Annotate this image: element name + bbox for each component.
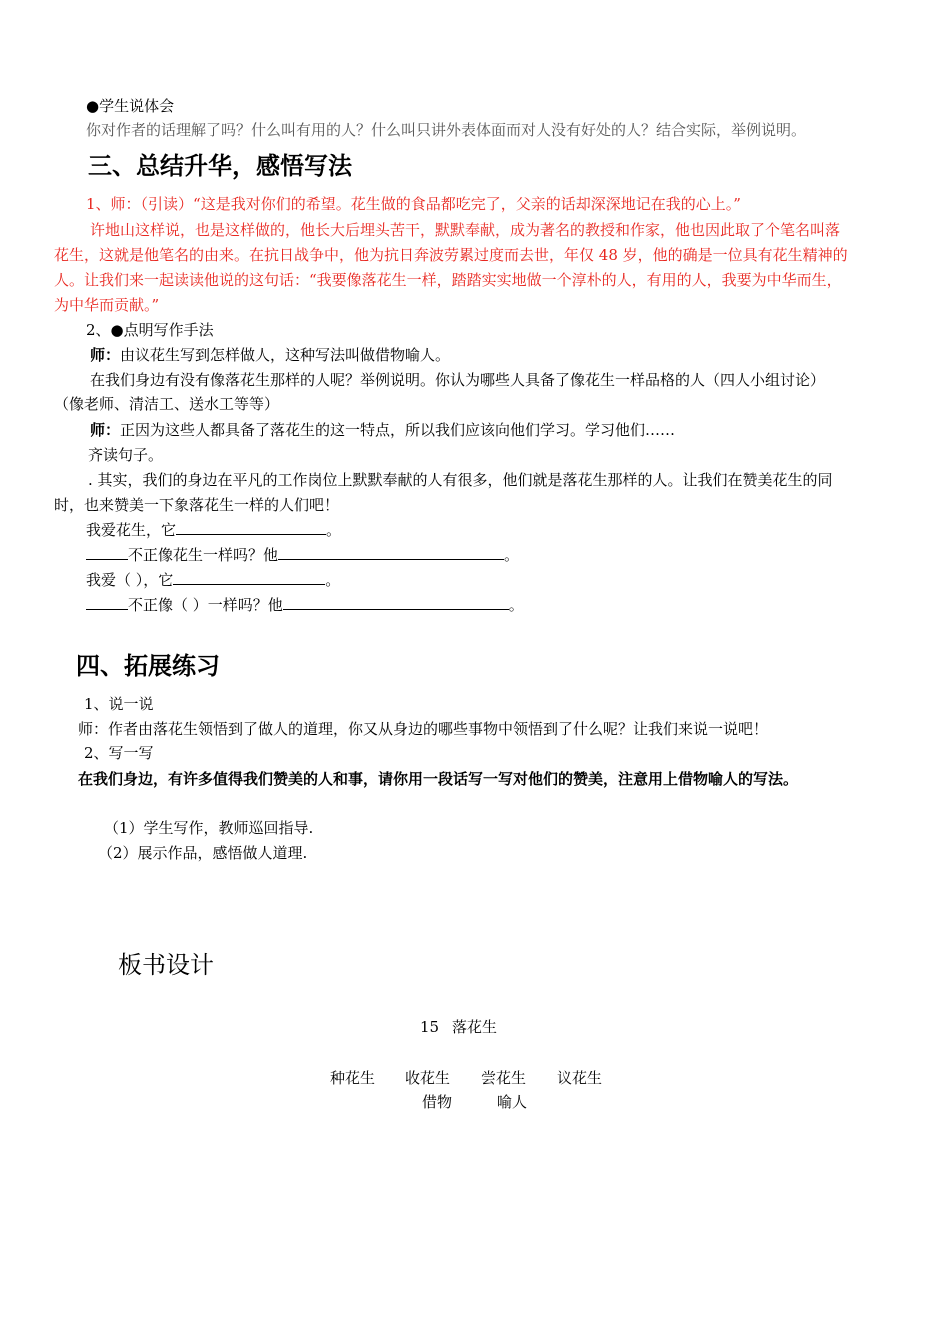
red-line-2: 许地山这样说，也是这样做的，他长大后埋头苦干，默默奉献，成为著名的教授和作家，他也因此取了个笔名叫落 — [90, 221, 841, 239]
board-item-plant: 种花生 — [330, 1069, 376, 1087]
red-line-3: 花生，这就是他笔名的由来。在抗日战争中，他为抗日奔波劳累过度而去世，年仅 48 岁，他的确是一位具有花生精神的 — [54, 246, 848, 264]
writing-task: 在我们身边，有许多值得我们赞美的人和事，请你用一段话写一写对他们的赞美，注意用上借物喻人的写法。 — [78, 770, 799, 788]
teacher-question: 师：作者由落花生领悟到了做人的道理，你又从身边的哪些事物中领悟到了什么呢？让我们来说一说吧！ — [78, 720, 769, 738]
praise-line-1: . 其实，我们的身边在平凡的工作岗位上默默奉献的人有很多，他们就是落花生那样的人。让我们在赞美花生的同 — [88, 471, 833, 489]
fill-blank — [86, 543, 128, 560]
item1-title: 1、说一说 — [84, 695, 154, 713]
read-together: 齐读句子。 — [88, 446, 164, 464]
fill-prefix: 不正像（ ）一样吗？他 — [128, 596, 283, 614]
board-item-harvest: 收花生 — [405, 1069, 451, 1087]
fill-line-1 — [86, 518, 341, 542]
fill-end: 。 — [508, 596, 524, 614]
lesson-title: 落花生 — [452, 1018, 498, 1036]
teacher-text: 由议花生写到怎样做人，这种写法叫做借物喻人。 — [120, 346, 451, 364]
fill-end: 。 — [504, 546, 520, 564]
red-line-4: 人。让我们来一起读读他说的这句话：“我要像落花生一样，踏踏实实地做一个淳朴的人，有用的人，我要为中华而生， — [54, 271, 842, 289]
fill-prefix: 不正像花生一样吗？他 — [128, 546, 279, 564]
praise-line-2: 时，也来赞美一下象落花生一样的人们吧！ — [54, 496, 340, 514]
fill-end: 。 — [326, 521, 342, 539]
bullet-title: ●学生说体会 — [86, 97, 175, 115]
question2-line-1: 在我们身边有没有像落花生那样的人呢？举例说明。你认为哪些人具备了像花生一样品格的人（四人小组讨论） — [90, 371, 826, 389]
step-2: （2）展示作品，感悟做人道理. — [98, 844, 308, 862]
section3-heading: 三、总结升华，感悟写法 — [88, 152, 352, 180]
board-item-object: 借物 — [422, 1093, 453, 1111]
lesson-number: 15 — [420, 1018, 440, 1036]
board-heading: 板书设计 — [118, 951, 214, 979]
teacher-line-1 — [90, 343, 450, 367]
fill-prefix: 我爱花生，它 — [86, 521, 177, 539]
item2-title: 2、写一写 — [84, 744, 154, 762]
item2-title: 2、●点明写作手法 — [86, 321, 214, 339]
teacher-label: 师： — [90, 346, 121, 364]
fill-blank — [173, 568, 325, 585]
fill-line-4 — [86, 593, 524, 617]
teacher-text: 正因为这些人都具备了落花生的这一特点，所以我们应该向他们学习。学习他们…… — [120, 421, 676, 439]
fill-end: 。 — [325, 571, 341, 589]
red-line-1: 1、师：（引读）“这是我对你们的希望。花生做的食品都吃完了，父亲的话却深深地记在我的心上。” — [86, 195, 741, 213]
board-item-metaphor: 喻人 — [497, 1093, 528, 1111]
fill-blank — [278, 543, 504, 560]
fill-blank — [176, 518, 326, 535]
fill-line-3 — [86, 568, 340, 592]
step-1: （1）学生写作，教师巡回指导. — [104, 819, 314, 837]
section4-heading: 四、拓展练习 — [76, 652, 220, 680]
fill-blank — [86, 593, 128, 610]
fill-prefix: 我爱（ ），它 — [86, 571, 174, 589]
board-item-taste: 尝花生 — [481, 1069, 527, 1087]
fill-blank — [283, 593, 509, 610]
teacher-line-2 — [90, 418, 675, 442]
experience-question: 你对作者的话理解了吗？什么叫有用的人？什么叫只讲外表体面而对人没有好处的人？结合实际，举例说明。 — [86, 121, 807, 139]
red-line-5: 为中华而贡献。” — [54, 296, 160, 314]
board-item-discuss: 议花生 — [557, 1069, 603, 1087]
teacher-label: 师： — [90, 421, 121, 439]
fill-line-2 — [86, 543, 519, 567]
question2-line-2: （像老师、清洁工、送水工等等） — [54, 395, 280, 413]
